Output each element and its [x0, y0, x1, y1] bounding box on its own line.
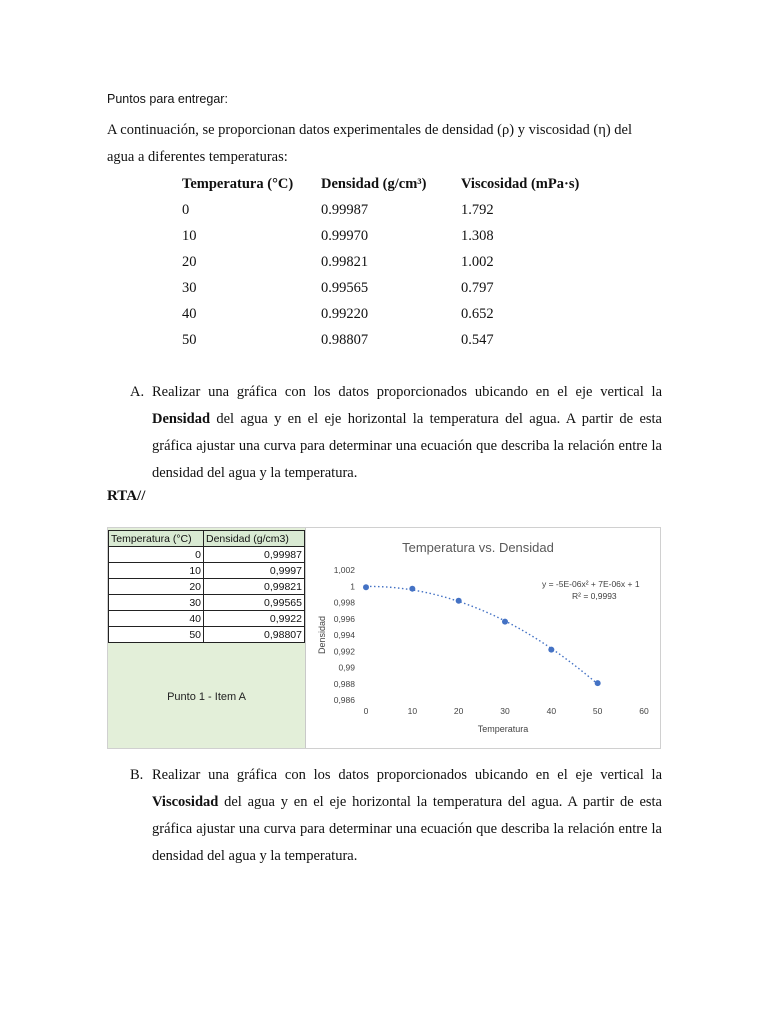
- x-tick-label: 0: [363, 706, 369, 716]
- y-tick-label: 0,986: [333, 695, 355, 705]
- table-cell: 1.792: [461, 201, 494, 218]
- spreadsheet-table: [108, 530, 305, 643]
- table-cell: 0.99220: [321, 305, 369, 322]
- data-point: [502, 619, 508, 625]
- r-squared: R² = 0,9993: [572, 591, 617, 601]
- list-item-a: [130, 379, 662, 487]
- table-cell: 0.99987: [321, 201, 369, 218]
- spreadsheet-row: [109, 595, 305, 611]
- spreadsheet-row: [109, 547, 305, 563]
- table-cell: 0.99970: [321, 227, 369, 244]
- y-tick-label: 0,988: [333, 678, 355, 689]
- spreadsheet-cell: 0,9997: [204, 563, 305, 579]
- spreadsheet-cell: 10: [109, 563, 204, 579]
- y-axis-label: Densidad: [317, 615, 327, 655]
- table-cell: 1.002: [461, 253, 494, 270]
- table-cell: 0.98807: [321, 331, 369, 348]
- table-row: [182, 249, 601, 275]
- spreadsheet-cell: 50: [109, 627, 204, 643]
- table-row: [182, 197, 601, 223]
- list-item-text: Realizar una gráfica con los datos proporcionados ubicando en el eje vertical la Densidad del agua y en el eje horizontal la temperatura del agua. A partir de esta gráfica ajustar una curva para determinar una ecuación que describa la relación entre la densidad del agua y la temperatura.: [152, 384, 662, 481]
- table-cell: 40: [182, 305, 197, 322]
- spreadsheet-header: Densidad (g/cm3): [204, 531, 305, 547]
- data-point: [363, 584, 369, 590]
- list-item-text: Realizar una gráfica con los datos proporcionados ubicando en el eje vertical la Viscosidad del agua y en el eje horizontal la temperatura del agua. A partir de esta gráfica ajustar una curva para determinar una ecuación que describa la relación entre la densidad del agua y la temperatura.: [152, 767, 662, 864]
- embedded-spreadsheet-screenshot: [107, 527, 661, 749]
- chart-title: Temperatura vs. Densidad: [402, 540, 554, 555]
- table-header: Viscosidad (mPa·s): [461, 175, 580, 192]
- table-header: Densidad (g/cm³): [321, 175, 427, 192]
- table-cell: 10: [182, 227, 197, 244]
- table-cell: 30: [182, 279, 197, 296]
- spreadsheet-row: [109, 627, 305, 643]
- y-tick-label: 1: [350, 581, 355, 592]
- table-row: [182, 275, 601, 301]
- y-tick-label: 0,996: [333, 613, 355, 624]
- spreadsheet-cell: 0,99987: [204, 547, 305, 563]
- spreadsheet-cell: 0: [109, 547, 204, 563]
- table-row: [182, 327, 601, 353]
- bold-term: Densidad: [152, 411, 211, 427]
- data-points: [363, 584, 601, 686]
- bold-term: Viscosidad: [152, 794, 219, 810]
- table-cell: 0.797: [461, 279, 494, 296]
- spreadsheet-cell: 0,9922: [204, 611, 305, 627]
- intro-line-1: A continuación, se proporcionan datos experimentales de densidad (ρ) y viscosidad (η) del: [107, 122, 632, 138]
- spreadsheet-cell: 0,99821: [204, 579, 305, 595]
- y-tick-label: 0,994: [333, 630, 355, 640]
- spreadsheet-row: [109, 579, 305, 595]
- answer-label: RTA//: [107, 488, 146, 504]
- spreadsheet-cell: 0,99565: [204, 595, 305, 611]
- table-header: Temperatura (°C): [182, 175, 294, 192]
- table-cell: 20: [182, 253, 197, 270]
- spreadsheet-row: [109, 563, 305, 579]
- list-marker: A.: [130, 384, 145, 400]
- table-cell: 1.308: [461, 227, 494, 244]
- x-axis-label: Temperatura: [477, 724, 529, 734]
- table-cell: 0.99821: [321, 253, 369, 270]
- intro-line-2: agua a diferentes temperaturas:: [107, 149, 288, 165]
- spreadsheet-cell: 40: [109, 611, 204, 627]
- data-point: [548, 647, 554, 653]
- table-cell: 0.652: [461, 305, 494, 322]
- data-point: [595, 680, 601, 686]
- y-tick-label: 1,002: [333, 565, 355, 575]
- spreadsheet-header: Temperatura (°C): [109, 531, 204, 547]
- x-tick-label: 10: [407, 706, 418, 716]
- table-row: [182, 223, 601, 249]
- spreadsheet-header-row: [109, 531, 305, 547]
- x-tick-label: 50: [592, 706, 603, 716]
- data-point: [456, 598, 462, 604]
- spreadsheet-row: [109, 611, 305, 627]
- density-chart: [306, 528, 661, 748]
- spreadsheet-cell: 30: [109, 595, 204, 611]
- trendline-equation: y = -5E-06x² + 7E-06x + 1: [542, 579, 640, 589]
- x-axis-ticks: [364, 706, 649, 716]
- list-marker: B.: [130, 767, 144, 783]
- punto-label: Punto 1 - Item A: [167, 691, 246, 703]
- trendline: [366, 586, 598, 684]
- x-tick-label: 60: [639, 706, 649, 716]
- spreadsheet-cell: 0,98807: [204, 627, 305, 643]
- spreadsheet-cell: 20: [109, 579, 204, 595]
- data-point: [409, 586, 415, 592]
- water-properties-table: [182, 171, 601, 353]
- y-tick-label: 0,992: [333, 646, 355, 657]
- spreadsheet-panel: [108, 528, 306, 748]
- y-tick-label: 0,998: [333, 597, 355, 608]
- y-axis-ticks: [334, 565, 356, 705]
- table-cell: 0: [182, 201, 190, 218]
- table-header-row: [182, 171, 601, 197]
- y-tick-label: 0,99: [338, 662, 355, 673]
- table-cell: 0.99565: [321, 279, 369, 296]
- table-cell: 50: [182, 331, 197, 348]
- list-item-b: [130, 762, 662, 870]
- page-heading: Puntos para entregar:: [107, 92, 228, 106]
- x-tick-label: 30: [500, 706, 510, 716]
- table-cell: 0.547: [461, 331, 494, 348]
- x-tick-label: 40: [546, 706, 557, 716]
- x-tick-label: 20: [453, 706, 464, 716]
- table-row: [182, 301, 601, 327]
